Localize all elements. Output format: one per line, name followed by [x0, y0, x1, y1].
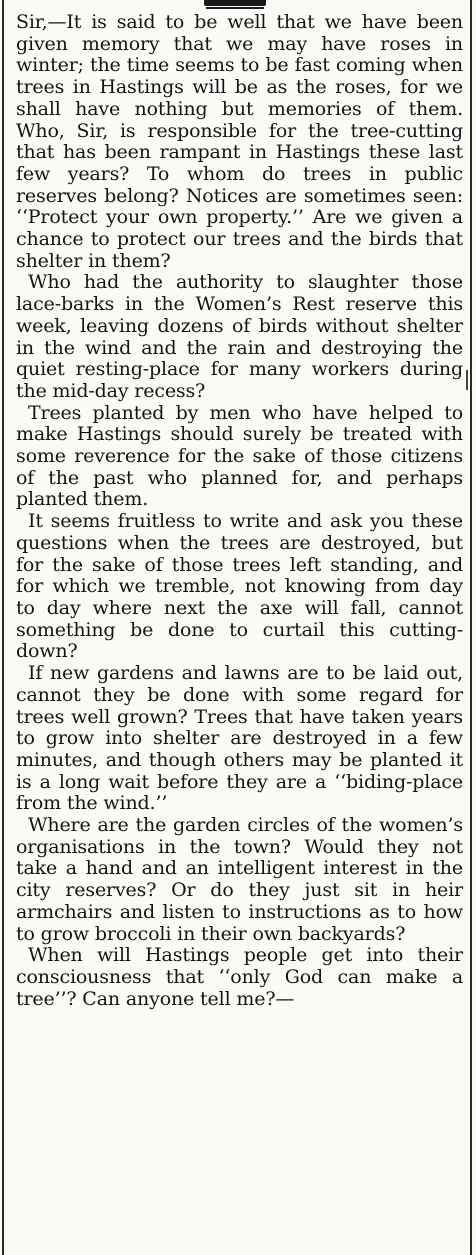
letter-paragraph: It seems fruitless to write and ask you these questions when the trees are destroyed, but for the sake of those trees left standing, and for which we tremble, not knowing from day to day where next the axe will fall, cannot something be done to curtail this cutting-down?	[16, 510, 463, 663]
letter-paragraph: Who had the authority to slaughter those lace-barks in the Women’s Rest reserve this week, leaving dozens of birds without shelter in the wind and the rain and destroying the quiet resting-place for many workers during the mid-day recess?	[16, 271, 463, 402]
column-rule-mark	[466, 370, 468, 390]
letter-paragraph: Sir,—It is said to be well that we have been given memory that we may have roses in winter; the time seems to be fast coming when trees in Hastings will be as the roses, for we shall have nothing but memories of them. Who, Sir, is responsible for the tree-cutting that has been rampant in Hastings these last few years? To whom do trees in public reserves belong? Notices are sometimes seen: ‘‘Protect your own property.’’ Are we given a chance to protect our trees and the birds that shelter in them?	[16, 11, 463, 272]
letter-paragraph: When will Hastings people get into their consciousness that ‘‘only God can make a tree’’? Can anyone tell me?—	[16, 944, 463, 1010]
column-rule-right	[470, 0, 472, 1255]
letter-paragraph: If new gardens and lawns are to be laid out, cannot they be done with some regard for trees well grown? Trees that have taken years to grow into shelter are destroyed in a few minutes, and though others may be planted it is a long wait before they are a ‘‘biding-place from the wind.’’	[16, 662, 463, 815]
letter-paragraph: Where are the garden circles of the women’s organisations in the town? Would they not take a hand and an intelligent interest in the city reserves? Or do they just sit in heir armchairs and listen to instructions as to how to grow broccoli in their own backyards?	[16, 814, 463, 945]
letter-to-editor	[16, 12, 463, 1010]
letter-paragraph: Trees planted by men who have helped to make Hastings should surely be treated with some reverence for the sake of those citizens of the past who planned for, and perhaps planted them.	[16, 401, 463, 511]
column-rule-left	[2, 0, 4, 1255]
heading-underline	[206, 7, 264, 9]
cropped-heading-ink	[204, 0, 266, 6]
